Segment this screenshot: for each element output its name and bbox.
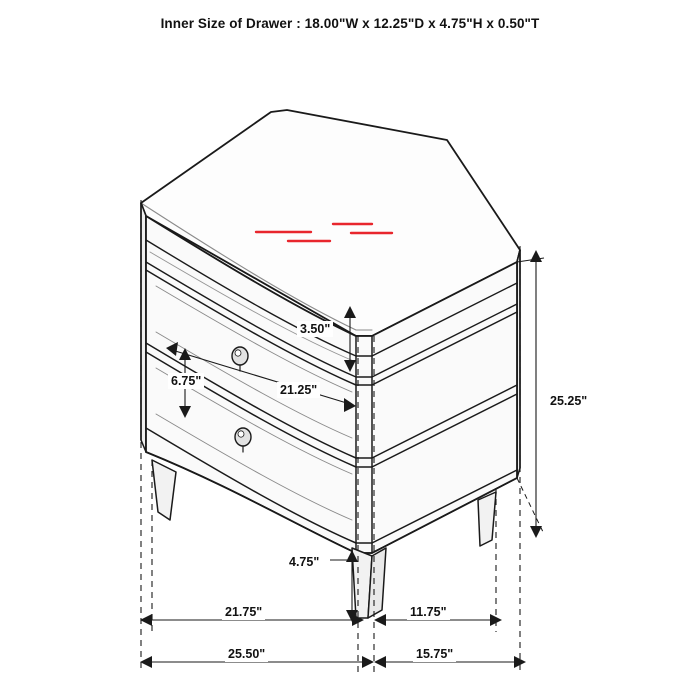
dim-label-overall-depth: 15.75" [413, 646, 456, 662]
dim-label-overall-height: 25.25" [547, 393, 590, 409]
dim-label-front-width: 21.75" [222, 604, 265, 620]
dim-label-drawer-top-height: 3.50" [297, 321, 333, 337]
dim-label-drawer-front-width: 21.25" [277, 382, 320, 398]
dim-label-leg-height: 4.75" [286, 554, 322, 570]
dim-label-side-depth: 11.75" [407, 604, 450, 620]
dim-overall-height [517, 250, 544, 538]
dim-label-drawer-bottom-height: 6.75" [168, 373, 204, 389]
page-title: Inner Size of Drawer : 18.00"W x 12.25"D x 4.75"H x 0.50"T [160, 16, 540, 31]
dim-label-overall-width: 25.50" [225, 646, 268, 662]
